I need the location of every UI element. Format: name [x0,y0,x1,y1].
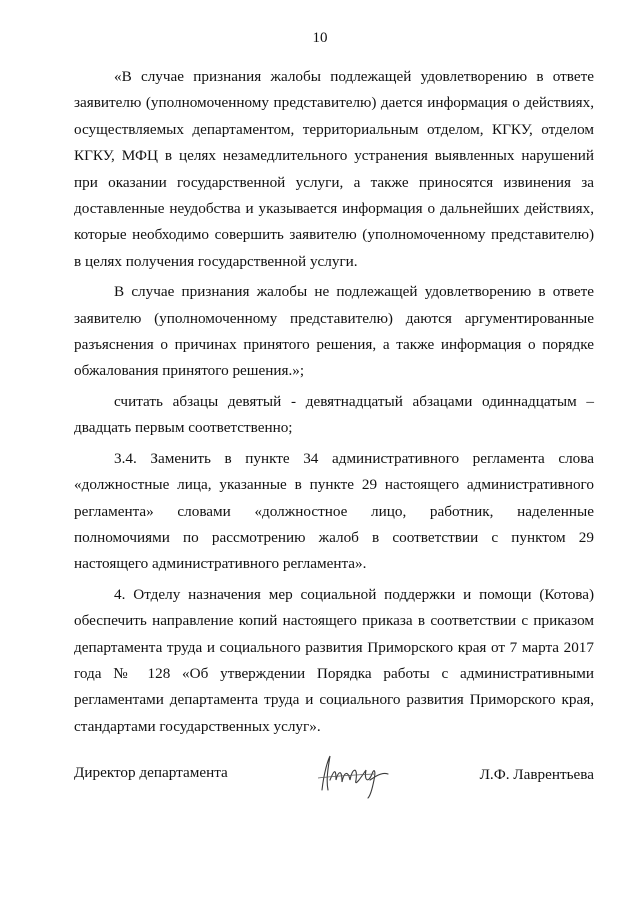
page-number: 10 [312,30,328,46]
handwritten-signature [314,750,404,800]
signature-block [74,758,594,798]
paragraph-complaint-satisfied: «В случае признания жалобы подлежащей удовлетворению в ответе заявителю (уполномоченному представителю) дается информация о действиях, осуществляемых департаментом, территориальным отделом, КГКУ, отделом КГКУ, МФЦ в целях незамедлительного устранения выявленных нарушений при оказании государственной услуги, а также приносятся извинения за доставленные неудобства и указывается информация о дальнейших действиях, которые необходимо совершить заявителю (уполномоченному представителю) в целях получения государственной услуги. [74,68,594,270]
paragraph-item-3-4: 3.4. Заменить в пункте 34 административного регламента слова «должностные лица, указанные в пункте 29 настоящего административного регламента» словами «должностное лицо, работник, наделенные полномочиями по рассмотрению жалоб в соответствии с пунктом 29 настоящего административного регламента». [74,449,594,573]
paragraph-renumbering: считать абзацы девятый - девятнадцатый абзацами одиннадцатым – двадцать первым соответственно; [74,392,594,437]
signatory-title: Директор департамента [74,764,228,781]
paragraph-complaint-rejected: В случае признания жалобы не подлежащей удовлетворению в ответе заявителю (уполномоченному представителю) даются аргументированные разъяснения о причинах принятого решения, а также информация о порядке обжалования принятого решения.»; [74,283,594,380]
signatory-name: Л.Ф. Лаврентьева [479,766,594,783]
document-body [74,64,594,744]
paragraph-item-4: 4. Отделу назначения мер социальной поддержки и помощи (Котова) обеспечить направление копий настоящего приказа в соответствии с приказом департамента труда и социального развития Приморского края от 7 марта 2017 года № 128 «Об утверждении Порядка работы с административными регламентами департамента труда и социального развития Приморского края, стандартами государственных услуг». [74,585,594,735]
